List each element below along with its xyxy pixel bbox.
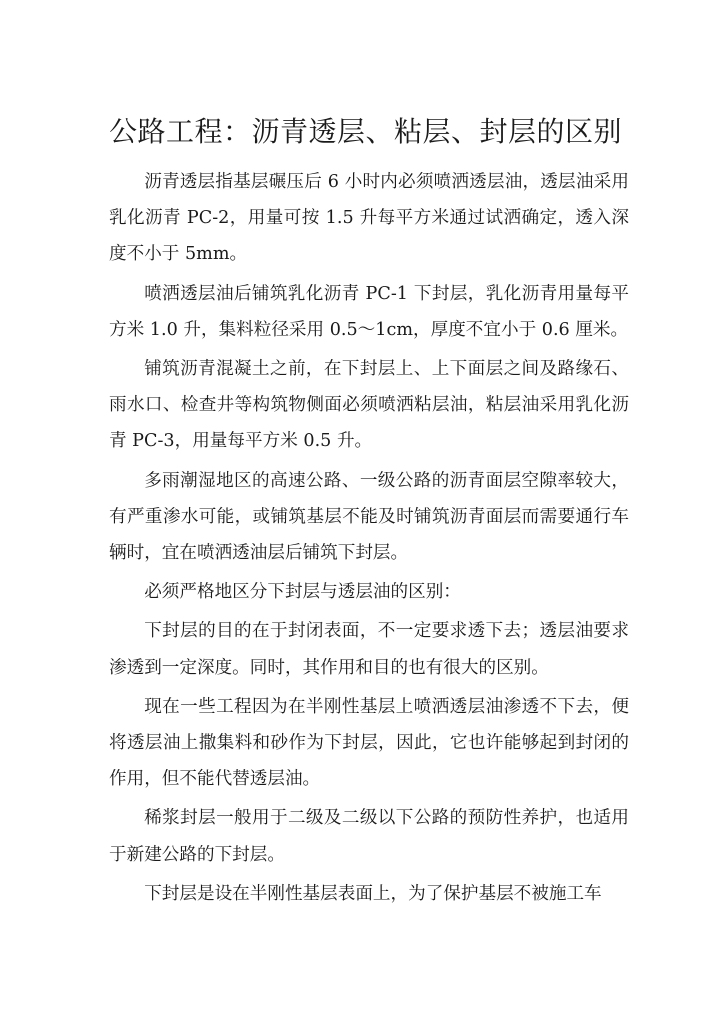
paragraph: 铺筑沥青混凝土之前，在下封层上、上下面层之间及路缘石、雨水口、检查井等构筑物侧面必须喷洒粘层油，粘层油采用乳化沥青 PC-3，用量每平方米 0.5 升。 — [109, 359, 629, 452]
paragraph: 多雨潮湿地区的高速公路、一级公路的沥青面层空隙率较大，有严重渗水可能，或铺筑基层不能及时铺筑沥青面层而需要通行车辆时，宜在喷洒透油层后铺筑下封层。 — [109, 470, 629, 564]
paragraph: 下封层是设在半刚性基层表面上，为了保护基层不被施工车 — [144, 883, 602, 904]
paragraph: 沥青透层指基层碾压后 6 小时内必须喷洒透层油，透层油采用乳化沥青 PC-2，用量可按 1.5 升每平方米通过试洒确定，透入深度不小于 5mm。 — [109, 172, 629, 265]
document-title: 公路工程：沥青透层、粘层、封层的区别 — [109, 115, 623, 148]
document-body — [109, 164, 629, 912]
paragraph: 现在一些工程因为在半刚性基层上喷洒透层油渗透不下去，便将透层油上撒集料和砂作为下封层，因此，它也许能够起到封闭的作用，但不能代替透层油。 — [109, 696, 629, 790]
paragraph: 喷洒透层油后铺筑乳化沥青 PC-1 下封层，乳化沥青用量每平方米 1.0 升，集料粒径采用 0.5～1cm，厚度不宜小于 0.6 厘米。 — [109, 283, 629, 340]
paragraph: 稀浆封层一般用于二级及二级以下公路的预防性养护，也适用于新建公路的下封层。 — [109, 808, 629, 865]
paragraph: 下封层的目的在于封闭表面，不一定要求透下去；透层油要求渗透到一定深度。同时，其作用和目的也有很大的区别。 — [109, 621, 629, 678]
paragraph: 必须严格地区分下封层与透层油的区别： — [144, 582, 461, 603]
